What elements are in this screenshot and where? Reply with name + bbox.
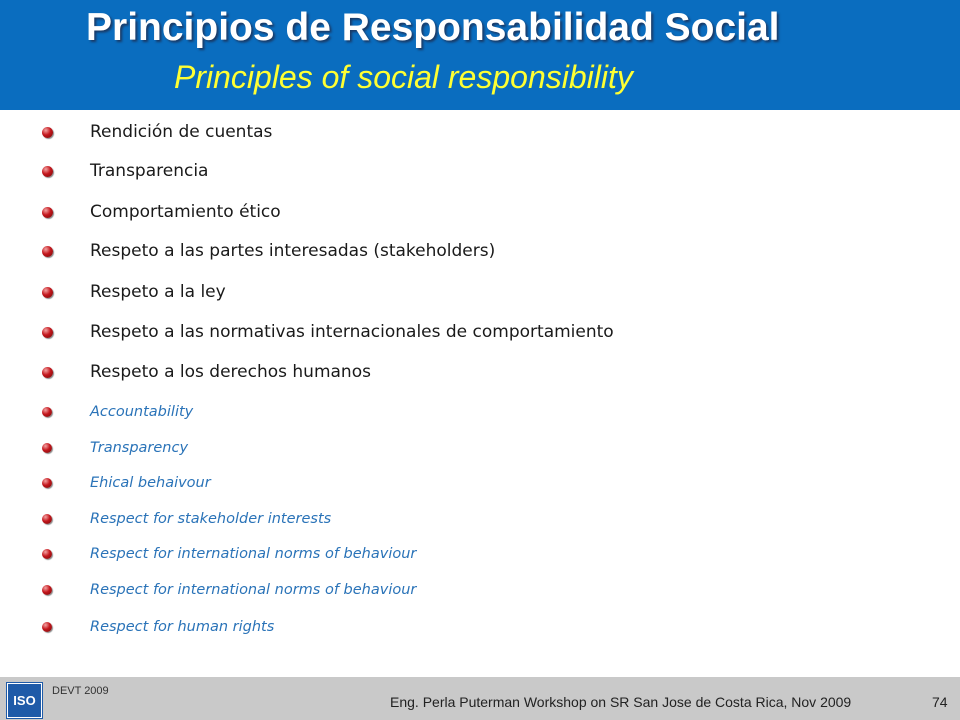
list-item-text: Respeto a las normativas internacionales de comportamiento: [90, 322, 614, 342]
list-item-text: Respeto a los derechos humanos: [90, 362, 371, 382]
list-item-text: Respect for international norms of behaviour: [90, 582, 417, 598]
footer-credit: Eng. Perla Puterman Workshop on SR San Jose de Costa Rica, Nov 2009: [390, 694, 852, 710]
slide-subtitle: Principles of social responsibility: [174, 59, 633, 95]
list-item-text: Rendición de cuentas: [90, 122, 273, 142]
bullet-icon: [42, 327, 53, 338]
list-item-text: Respect for human rights: [90, 619, 275, 635]
bullet-icon: [42, 443, 52, 453]
bullet-icon: [42, 478, 52, 488]
bullet-icon: [42, 514, 52, 524]
list-item-text: Transparencia: [90, 161, 209, 181]
list-item-text: Respeto a las partes interesadas (stakeholders): [90, 241, 496, 261]
list-item-text: Comportamiento ético: [90, 202, 281, 222]
slide-title: Principios de Responsabilidad Social: [86, 6, 780, 49]
iso-logo: [7, 683, 42, 718]
list-item-text: Respect for stakeholder interests: [90, 511, 332, 527]
bullet-icon: [42, 367, 53, 378]
iso-logo-text: ISO: [13, 693, 36, 708]
bullet-icon: [42, 407, 52, 417]
list-item-text: Respeto a la ley: [90, 282, 226, 302]
list-item-text: Respect for international norms of behaviour: [90, 546, 417, 562]
bullet-icon: [42, 287, 53, 298]
bullet-icon: [42, 127, 53, 138]
bullet-icon: [42, 207, 53, 218]
footer-dept-label: DEVT 2009: [52, 685, 109, 697]
bullet-icon: [42, 166, 53, 177]
bullet-icon: [42, 585, 52, 595]
bullet-icon: [42, 622, 52, 632]
list-item-text: Accountability: [90, 404, 194, 420]
list-item-text: Transparency: [90, 440, 189, 456]
list-item-text: Ehical behaivour: [90, 475, 211, 491]
bullet-icon: [42, 246, 53, 257]
bullet-icon: [42, 549, 52, 559]
page-number: 74: [932, 694, 948, 710]
